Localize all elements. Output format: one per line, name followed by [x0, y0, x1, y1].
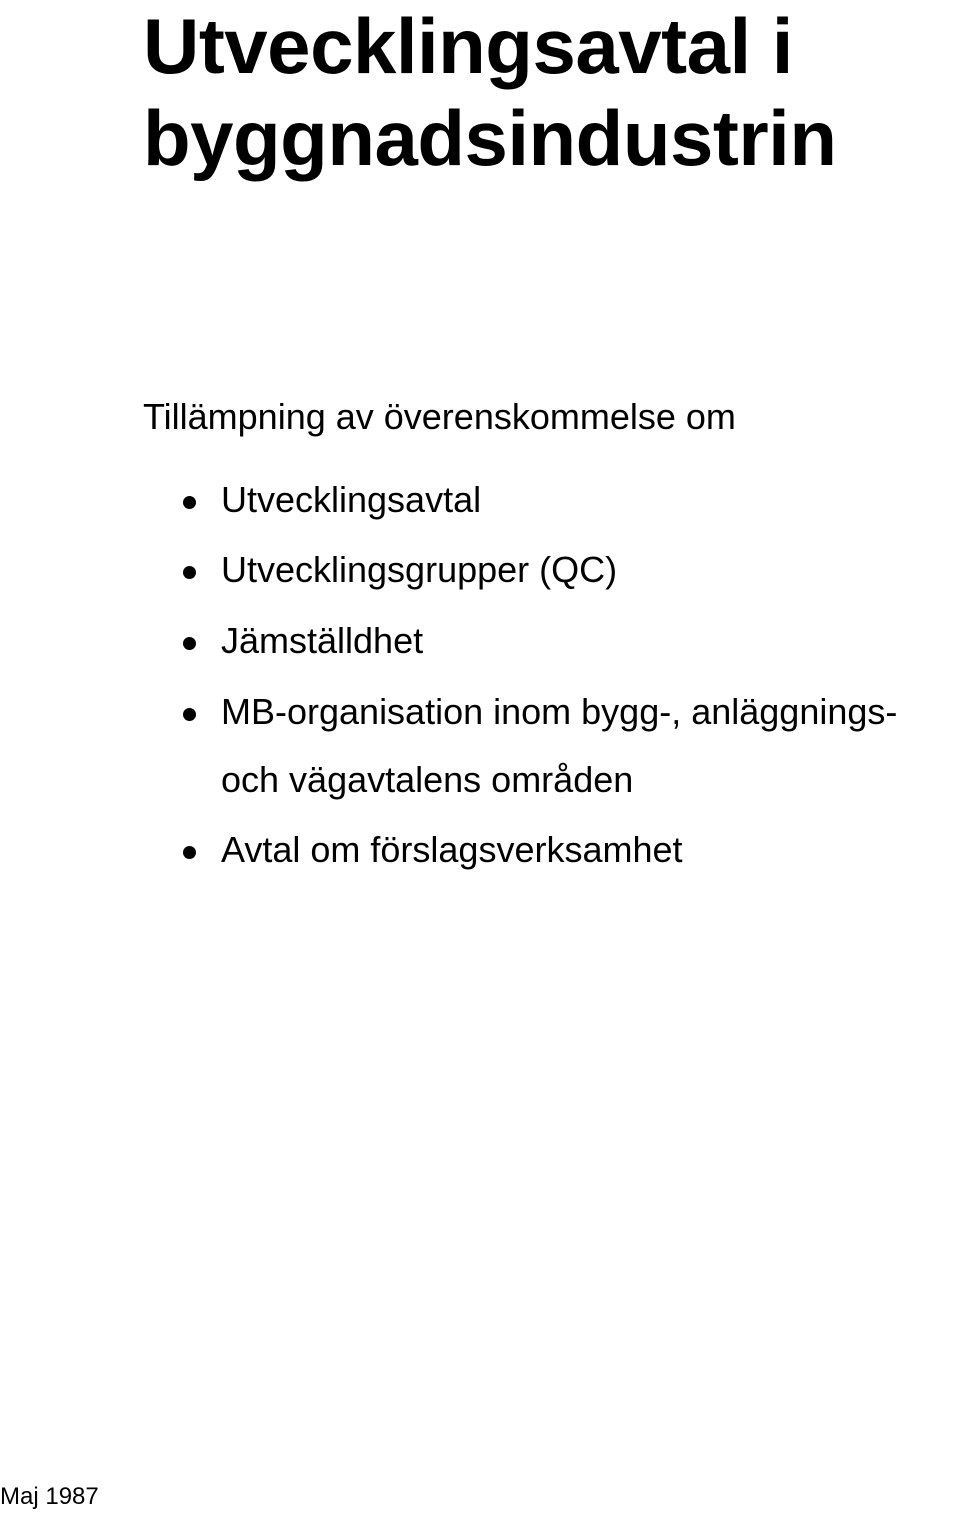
bullet-dot-icon	[183, 566, 196, 579]
bullet-dot-icon	[183, 496, 196, 509]
bullet-text: MB-organisation inom bygg-, anläggnings-	[221, 691, 898, 732]
title-line-2: byggnadsindustrin	[143, 94, 837, 182]
bullet-dot-icon	[183, 708, 196, 721]
bullet-dot-icon	[183, 637, 196, 650]
bullet-text: Utvecklingsgrupper (QC)	[221, 549, 618, 590]
bullet-continuation-text: och vägavtalens områden	[221, 759, 634, 800]
bullet-text: Utvecklingsavtal	[221, 479, 482, 520]
bullet-dot-icon	[183, 846, 196, 859]
bullet-text: Jämställdhet	[221, 620, 424, 661]
title-line-1: Utvecklingsavtal i	[143, 2, 793, 90]
bullet-text: Avtal om förslagsverksamhet	[221, 829, 683, 870]
intro-text: Tillämpning av överenskommelse om	[143, 396, 736, 437]
date-label: Maj 1987	[0, 1483, 99, 1510]
document-title	[143, 0, 837, 184]
